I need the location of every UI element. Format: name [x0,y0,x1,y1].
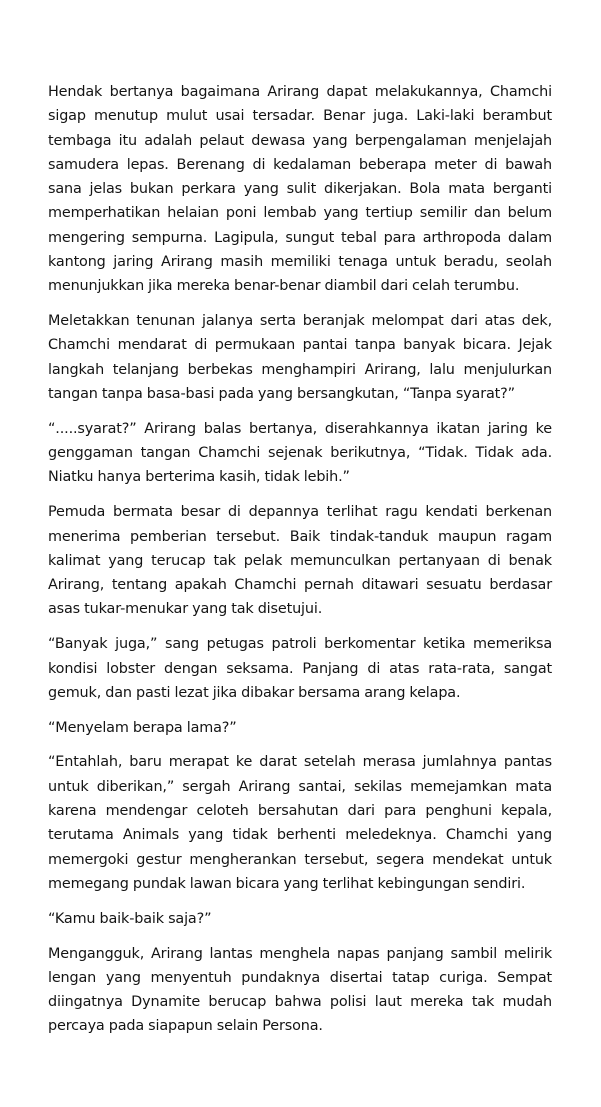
paragraph-3: “.....syarat?” Arirang balas bertanya, diserahkannya ikatan jaring ke genggaman tangan Chamchi sejenak berikutnya, “Tidak. Tidak ada. Niatku hanya berterima kasih, tidak lebih.” [48,420,552,486]
paragraph-9: Mengangguk, Arirang lantas menghela napas panjang sambil melirik lengan yang menyentuh pundaknya disertai tatap curiga. Sempat diingatnya Dynamite berucap bahwa polisi laut mereka tak mudah percaya pada siapapun selain Persona. [48,945,552,1035]
paragraph-5: “Banyak juga,” sang petugas patroli berkomentar ketika memeriksa kondisi lobster dengan seksama. Panjang di atas rata-rata, sangat gemuk, dan pasti lezat jika dibakar bersama arang kelapa. [48,636,552,701]
paragraph-4: Pemuda bermata besar di depannya terlihat ragu kendati berkenan menerima pemberian tersebut. Baik tindak-tanduk maupun ragam kalimat yang terucap tak pelak memunculkan pertanyaan di benak Arirang, tentang apakah Chamchi pernah ditawari sesuatu berdasar asas tukar-menukar yang tak disetujui. [48,504,552,618]
paragraph-1: Hendak bertanya bagaimana Arirang dapat melakukannya, Chamchi sigap menutup mulut usai tersadar. Benar juga. Laki-laki berambut tembaga itu adalah pelaut dewasa yang berpengalaman menjelajah samudera lepas. Berenang di kedalaman beberapa meter di bawah sana jelas bukan perkara yang sulit dikerjakan. Bola mata berganti memperhatikan helaian poni lembab yang tertiup semilir dan belum mengering sempurna. Lagipula, sungut tebal para arthropoda dalam kantong jaring Arirang masih memiliki tenaga untuk beradu, seolah menunjukkan jika mereka benar-benar diambil dari celah terumbu. [48,84,552,295]
paragraph-8: “Kamu baik-baik saja?” [48,910,212,927]
book-page [48,80,552,1049]
paragraph-7: “Entahlah, baru merapat ke darat setelah merasa jumlahnya pantas untuk diberikan,” sergah Arirang santai, sekilas memejamkan mata karena mendengar celoteh bersahutan dari para penghuni kepala, terutama Animals yang tidak berhenti meledeknya. Chamchi yang memergoki gestur mengherankan tersebut, segera mendekat untuk memegang pundak lawan bicara yang terlihat kebingungan sendiri. [48,754,552,892]
paragraph-2: Meletakkan tenunan jalanya serta beranjak melompat dari atas dek, Chamchi mendarat di permukaan pantai tanpa banyak bicara. Jejak langkah telanjang berbekas menghampiri Arirang, lalu menjulurkan tangan tanpa basa-basi pada yang bersangkutan, “Tanpa syarat?” [48,313,552,403]
paragraph-6: “Menyelam berapa lama?” [48,719,237,736]
